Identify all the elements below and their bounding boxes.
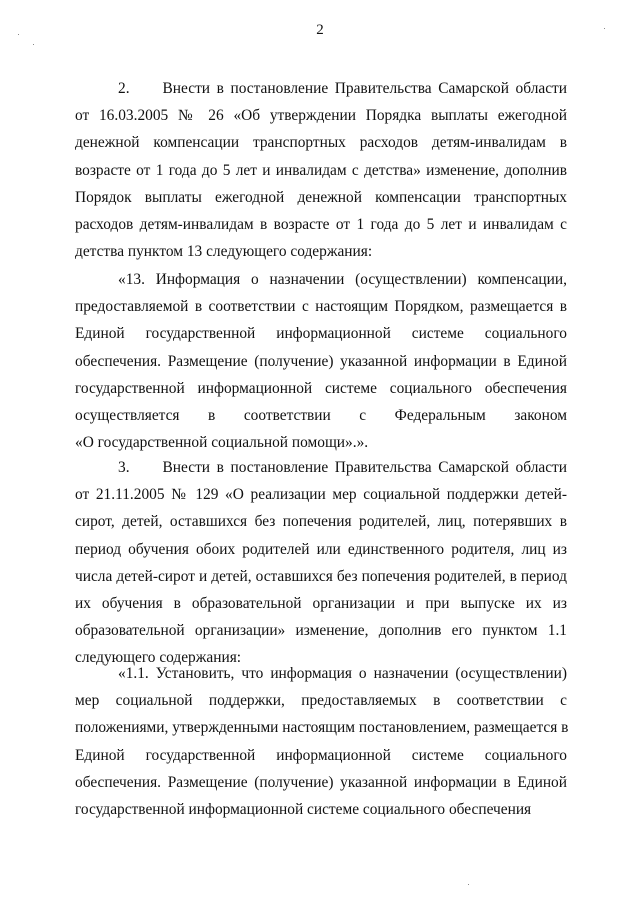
page-number: 2: [316, 22, 324, 38]
paragraph-2-line: обеспечения. Размещение (получение) указанной информации в Единой: [75, 352, 567, 370]
scan-speck: [468, 884, 469, 885]
paragraph-4-line: положениями, утвержденными настоящим постановлением, размещается в: [75, 719, 569, 737]
paragraph-4-line: мер социальной поддержки, предоставляемых в соответствии с: [75, 692, 567, 710]
paragraph-1-line: расходов детям-инвалидам в возрасте от 1 года до 5 лет и инвалидам с: [75, 216, 567, 233]
paragraph-4-line: «1.1. Установить, что информация о назначении (осуществлении): [118, 665, 567, 682]
paragraph-3-line: от 21.11.2005 № 129 «О реализации мер социальной поддержки детей-: [75, 486, 567, 504]
paragraph-4-line: обеспечения. Размещение (получение) указанной информации в Единой: [75, 773, 567, 791]
paragraph-3-line: период обучения обоих родителей или единственного родителя, лиц из: [75, 540, 567, 558]
paragraph-2-line: осуществляется в соответствии с Федеральным законом: [75, 407, 567, 424]
scan-speck: [33, 44, 34, 45]
paragraph-3-line: сирот, детей, оставшихся без попечения родителей, лиц, потерявших в: [75, 513, 567, 531]
paragraph-1-line: денежной компенсации транспортных расходов детям-инвалидам в: [75, 134, 567, 152]
paragraph-3-line: 3. Внести в постановление Правительства Самарской области: [118, 459, 567, 476]
paragraph-1-line: 2. Внести в постановление Правительства Самарской области: [118, 80, 567, 97]
paragraph-3-line: образовательной организации» изменение, дополнив его пунктом 1.1: [75, 622, 567, 640]
paragraph-2-line: государственной информационной системе социального обеспечения: [75, 379, 567, 397]
paragraph-1-line: детства пунктом 13 следующего содержания:: [75, 243, 373, 261]
paragraph-1-line: возрасте от 1 года до 5 лет и инвалидам с детства» изменение, дополнив: [75, 161, 567, 179]
paragraph-2-line: Единой государственной информационной системе социального: [75, 325, 567, 343]
paragraph-1-line: от 16.03.2005 № 26 «Об утверждении Порядка выплаты ежегодной: [75, 107, 567, 125]
paragraph-3-line: числа детей-сирот и детей, оставшихся без попечения родителей, в период: [75, 567, 567, 585]
paragraph-1-line: Порядок выплаты ежегодной денежной компенсации транспортных: [75, 188, 567, 206]
paragraph-3-line: следующего содержания:: [75, 649, 242, 667]
paragraph-4-line: Единой государственной информационной системе социального: [75, 746, 567, 764]
paragraph-3-line: их обучения в образовательной организации и при выпуске их из: [75, 595, 567, 612]
paragraph-2-line: «13. Информация о назначении (осуществлении) компенсации,: [118, 271, 567, 288]
paragraph-2-line: «О государственной социальной помощи».».: [75, 434, 369, 452]
scan-speck: [604, 28, 605, 29]
paragraph-2-line: предоставляемой в соответствии с настоящим Порядком, размещается в: [75, 298, 567, 316]
scan-speck: [18, 34, 19, 35]
paragraph-4-line: государственной информационной системе социального обеспечения: [75, 801, 532, 818]
